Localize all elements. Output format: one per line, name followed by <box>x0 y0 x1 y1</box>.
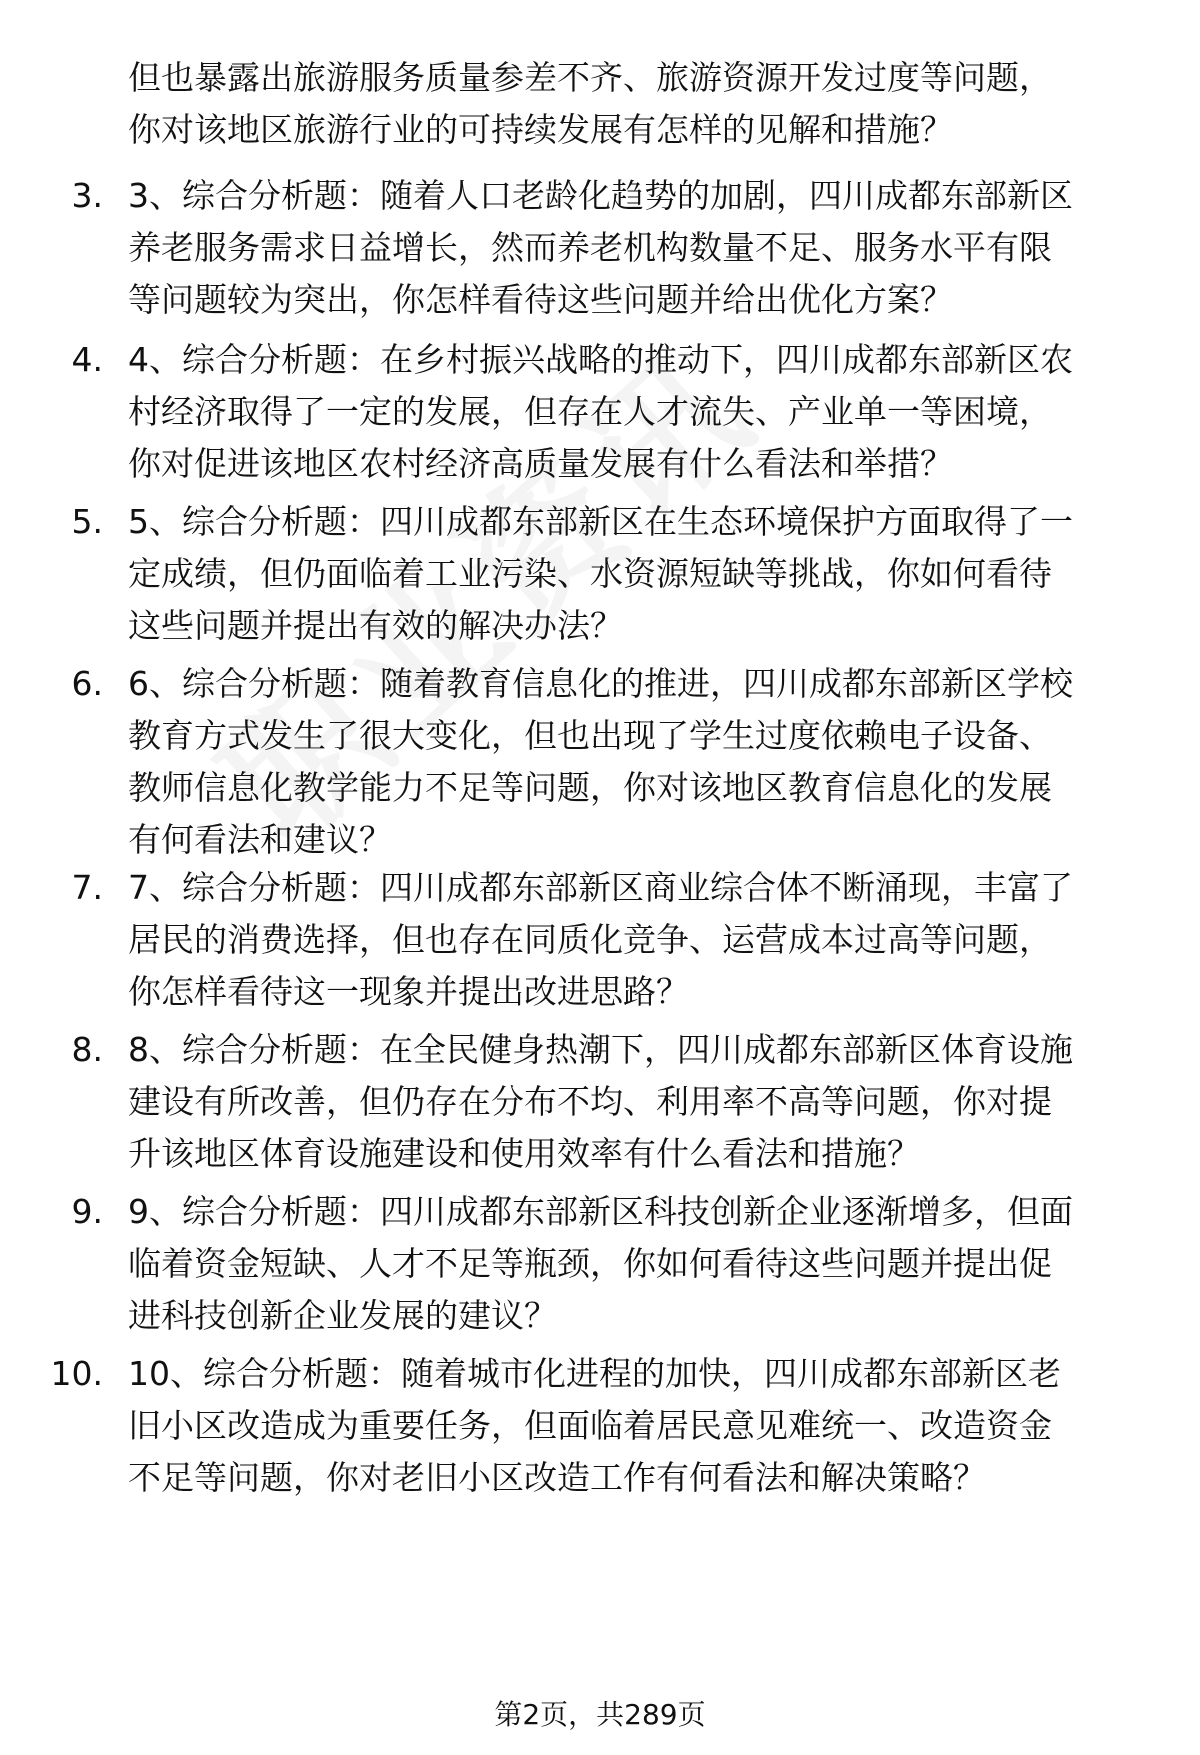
question-text-line: 7、综合分析题：四川成都东部新区商业综合体不断涌现，丰富了 <box>128 868 1073 907</box>
question-text-line: 8、综合分析题：在全民健身热潮下，四川成都东部新区体育设施 <box>128 1030 1073 1069</box>
question-text-line: 定成绩，但仍面临着工业污染、水资源短缺等挑战，你如何看待 <box>128 554 1052 593</box>
question-text-line: 不足等问题，你对老旧小区改造工作有何看法和解决策略？ <box>128 1458 986 1497</box>
question-number: 9. <box>71 1192 103 1231</box>
question-text-line: 养老服务需求日益增长，然而养老机构数量不足、服务水平有限 <box>128 228 1052 267</box>
question-text-line: 进科技创新企业发展的建议？ <box>128 1296 557 1335</box>
question-text-line: 5、综合分析题：四川成都东部新区在生态环境保护方面取得了一 <box>128 502 1073 541</box>
question-text-line: 临着资金短缺、人才不足等瓶颈，你如何看待这些问题并提出促 <box>128 1244 1052 1283</box>
question-number: 3. <box>71 176 103 215</box>
question-text-line: 你对促进该地区农村经济高质量发展有什么看法和举措？ <box>128 444 953 483</box>
question-text-line: 教育方式发生了很大变化，但也出现了学生过度依赖电子设备、 <box>128 716 1052 755</box>
question-number: 7. <box>71 868 103 907</box>
question-text-line: 等问题较为突出，你怎样看待这些问题并给出优化方案？ <box>128 280 953 319</box>
question-text-line: 升该地区体育设施建设和使用效率有什么看法和措施？ <box>128 1134 920 1173</box>
question-number: 6. <box>71 664 103 703</box>
question-text-line: 但也暴露出旅游服务质量参差不齐、旅游资源开发过度等问题， <box>128 58 1052 97</box>
question-number: 5. <box>71 502 103 541</box>
question-number: 10. <box>50 1354 103 1393</box>
question-number: 4. <box>71 340 103 379</box>
page-number-footer: 第2页，共289页 <box>494 1698 706 1731</box>
question-text-line: 你怎样看待这一现象并提出改进思路？ <box>128 972 689 1011</box>
question-number: 8. <box>71 1030 103 1069</box>
question-text-line: 有何看法和建议？ <box>128 820 392 859</box>
question-text-line: 3、综合分析题：随着人口老龄化趋势的加剧，四川成都东部新区 <box>128 176 1073 215</box>
question-text-line: 4、综合分析题：在乡村振兴战略的推动下，四川成都东部新区农 <box>128 340 1073 379</box>
question-text-line: 你对该地区旅游行业的可持续发展有怎样的见解和措施？ <box>128 110 953 149</box>
question-text-line: 6、综合分析题：随着教育信息化的推进，四川成都东部新区学校 <box>128 664 1073 703</box>
question-text-line: 教师信息化教学能力不足等问题，你对该地区教育信息化的发展 <box>128 768 1052 807</box>
question-text-line: 这些问题并提出有效的解决办法？ <box>128 606 623 645</box>
question-text-line: 9、综合分析题：四川成都东部新区科技创新企业逐渐增多，但面 <box>128 1192 1073 1231</box>
question-text-line: 居民的消费选择，但也存在同质化竞争、运营成本过高等问题， <box>128 920 1052 959</box>
question-text-line: 旧小区改造成为重要任务，但面临着居民意见难统一、改造资金 <box>128 1406 1052 1445</box>
question-text-line: 建设有所改善，但仍存在分布不均、利用率不高等问题，你对提 <box>128 1082 1052 1121</box>
question-text-line: 村经济取得了一定的发展，但存在人才流失、产业单一等困境， <box>128 392 1052 431</box>
question-text-line: 10、综合分析题：随着城市化进程的加快，四川成都东部新区老 <box>128 1354 1061 1393</box>
